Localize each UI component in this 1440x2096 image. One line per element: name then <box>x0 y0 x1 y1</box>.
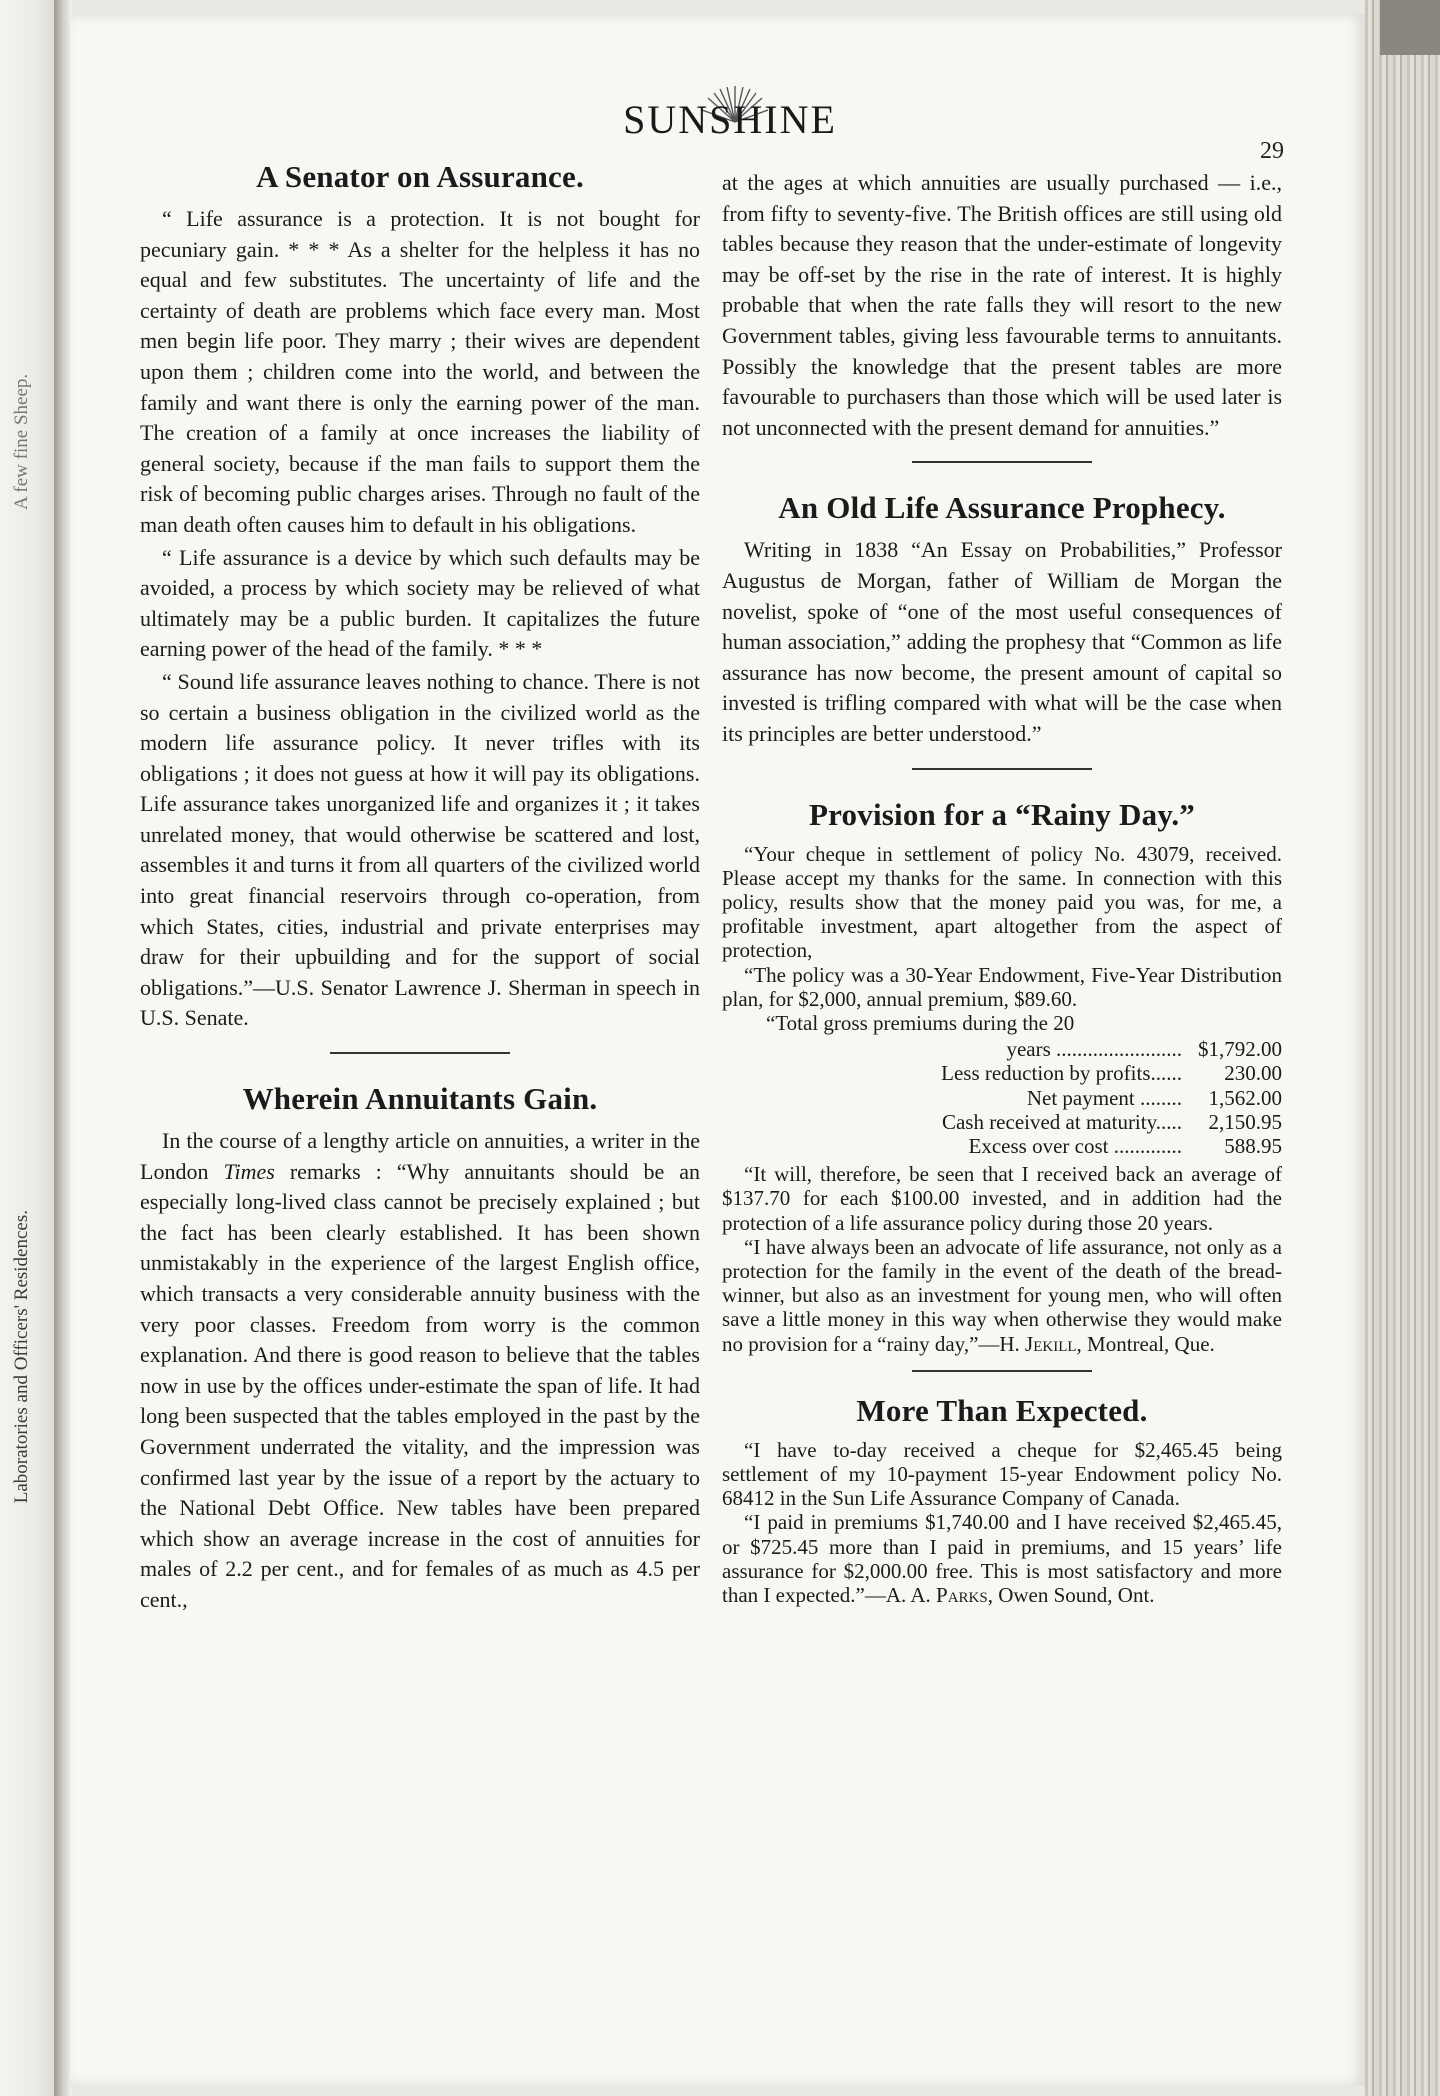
ledger-row: Less reduction by profits...... 230.00 <box>941 1061 1282 1086</box>
article-paragraph: “ Life assurance is a protection. It is not bought for pecuniary gain. * * * As a shelter for the helpless it has no equal and few substitutes. The uncertainty of life and the certainty of death are problems which face every man. Most men begin life poor. They marry ; their wives are dependent upon them ; children come into the world, and between the family and want there is only the earning power of the man. The creation of a family at once increases the liability of general society, because if the man fails to support them the risk of becoming public charges arises. Through no fault of the man death often causes him to default in his obligations. <box>140 206 700 537</box>
article-title: Wherein Annuitants Gain. <box>242 1081 598 1117</box>
masthead-title: SUNSHINE <box>623 97 837 142</box>
article-paragraph: “ Sound life assurance leaves nothing to chance. There is not so certain a business obligation in the civilized world as the modern life assurance policy. It never trifles with its obligations ; it does not guess at how it will pay its obligations. Life assurance takes unorganized life and organizes it ; it takes unrelated money, that would otherwise be scattered and lost, assembles it and turns it from all quarters of the civilized world into great financial reservoirs through co-operation, from which States, cities, industrial and private enterprises may draw for their upbuilding and for the support of social obligations.”—U.S. Senator Lawrence J. Sherman in speech in U.S. Senate. <box>140 668 700 1031</box>
section-divider <box>912 1370 1092 1372</box>
article-paragraph: “The policy was a 30-Year Endowment, Five-Year Distribution plan, for $2,000, annual premium, $89.60. <box>722 962 1282 1011</box>
spine-caption: Laboratories and Officers' Residences. <box>11 1210 32 1504</box>
signature-name: H. Jekill <box>999 1331 1077 1356</box>
article-annuitants <box>140 1080 700 1616</box>
article-senator <box>140 158 700 1034</box>
article-paragraph: In the course of a lengthy article on annuities, a writer in the London Times remarks : “Why annuitants should be an especially long-lived class cannot be precisely explained ; but the fact has been clearly established. It has been shown unmistakably in the experience of the largest English office, which transacts a very considerable annuity business with the very poor classes. Freedom from worry is the common explanation. And there is good reason to believe that the tables now in use by the offices under-estimate the span of life. It had long been suspected that the tables employed in the past by the Government underrated the vitality, and the impression was confirmed last year by the issue of a report by the actuary to the National Debt Office. New tables have been prepared which show an average increase in the cost of annuities for males of 2.2 per cent., and for females of as much as 4.5 per cent., <box>140 1128 700 1612</box>
section-divider <box>330 1052 510 1054</box>
page-stack-edge <box>1365 0 1440 2096</box>
article-title: An Old Life Assurance Prophecy. <box>778 490 1226 526</box>
masthead <box>560 96 900 143</box>
article-paragraph: “ Life assurance is a device by which such defaults may be avoided, a process by which society may be relieved of what ultimately may be a public burden. It capitalizes the future earning power of the head of the family. * * * <box>140 544 700 662</box>
article-title: More Than Expected. <box>856 1392 1148 1428</box>
article-continuation: at the ages at which annuities are usually purchased — i.e., from fifty to seventy-five. The British offices are still using old tables because they reason that the under-estimate of longevity may be off-set by the rise in the rate of interest. It is highly probable that when the rate falls they will resort to the new Government tables, giving less favourable terms to annuitants. Possibly the knowledge that the present tables are more favourable to purchasers than those which will be used later is not unconnected with the present demand for annuities.” <box>722 170 1282 440</box>
article-rainy-day <box>722 796 1282 1356</box>
spine-caption-top: A few fine Sheep. <box>11 373 32 510</box>
article-paragraph: “I have always been an advocate of life assurance, not only as a protection for the family in the event of the death of the bread-winner, but also as an investment for young men, who will often save a little money in this way when otherwise they would make no provision for a “rainy day,”—H. Jekill, Montreal, Que. <box>722 1234 1282 1356</box>
article-title: Provision for a “Rainy Day.” <box>809 796 1195 832</box>
previous-page-edge <box>0 0 58 2096</box>
section-divider <box>912 768 1092 770</box>
ledger-row: Net payment ........ 1,562.00 <box>1026 1085 1282 1110</box>
article-title: A Senator on Assurance. <box>256 159 584 194</box>
section-divider <box>912 461 1092 463</box>
article-paragraph: “I paid in premiums $1,740.00 and I have received $2,465.45, or $725.45 more than I paid in premiums, and 15 years’ life assurance for $2,000.00 free. This is most satisfactory and more than I expected.”—A. A. Parks, Owen Sound, Ont. <box>722 1510 1282 1607</box>
page-number: 29 <box>1260 138 1284 164</box>
article-more-than-expected <box>722 1392 1282 1607</box>
article-paragraph: “It will, therefore, be seen that I received back an average of $137.70 for each $100.00 invested, and in addition had the protection of a life assurance policy during those 20 years. <box>722 1162 1282 1235</box>
right-column <box>722 168 1282 1607</box>
left-column <box>140 158 700 1616</box>
ledger-row: Cash received at maturity..... 2,150.95 <box>941 1109 1282 1134</box>
article-paragraph: “Your cheque in settlement of policy No. 43079, received. Please accept my thanks for the same. In connection with this policy, results show that the money paid you was, for me, a profitable investment, apart altogether from the aspect of protection, <box>722 841 1282 963</box>
ledger-row: Excess over cost ............. 588.95 <box>968 1133 1282 1158</box>
article-prophecy <box>722 489 1282 749</box>
article-paragraph: “Total gross premiums during the 20 <box>766 1010 1075 1035</box>
article-paragraph: “I have to-day received a cheque for $2,465.45 being settlement of my 10-payment 15-year Endowment policy No. 68412 in the Sun Life Assurance Company of Canada. <box>722 1437 1282 1511</box>
premium-ledger <box>722 1037 1282 1158</box>
newspaper-name: Times <box>223 1158 275 1184</box>
article-paragraph: Writing in 1838 “An Essay on Probabilities,” Professor Augustus de Morgan, father of William de Morgan the novelist, spoke of “one of the most useful consequences of human association,” adding the prophesy that “Common as life assurance has now become, the present amount of capital so invested is trifling compared with what will be the case when its principles are better understood.” <box>722 537 1282 746</box>
signature-name: A. A. Parks <box>885 1582 988 1607</box>
scan-corner <box>1380 0 1440 55</box>
ledger-row: years ........................ $1,792.00 <box>1006 1037 1282 1062</box>
